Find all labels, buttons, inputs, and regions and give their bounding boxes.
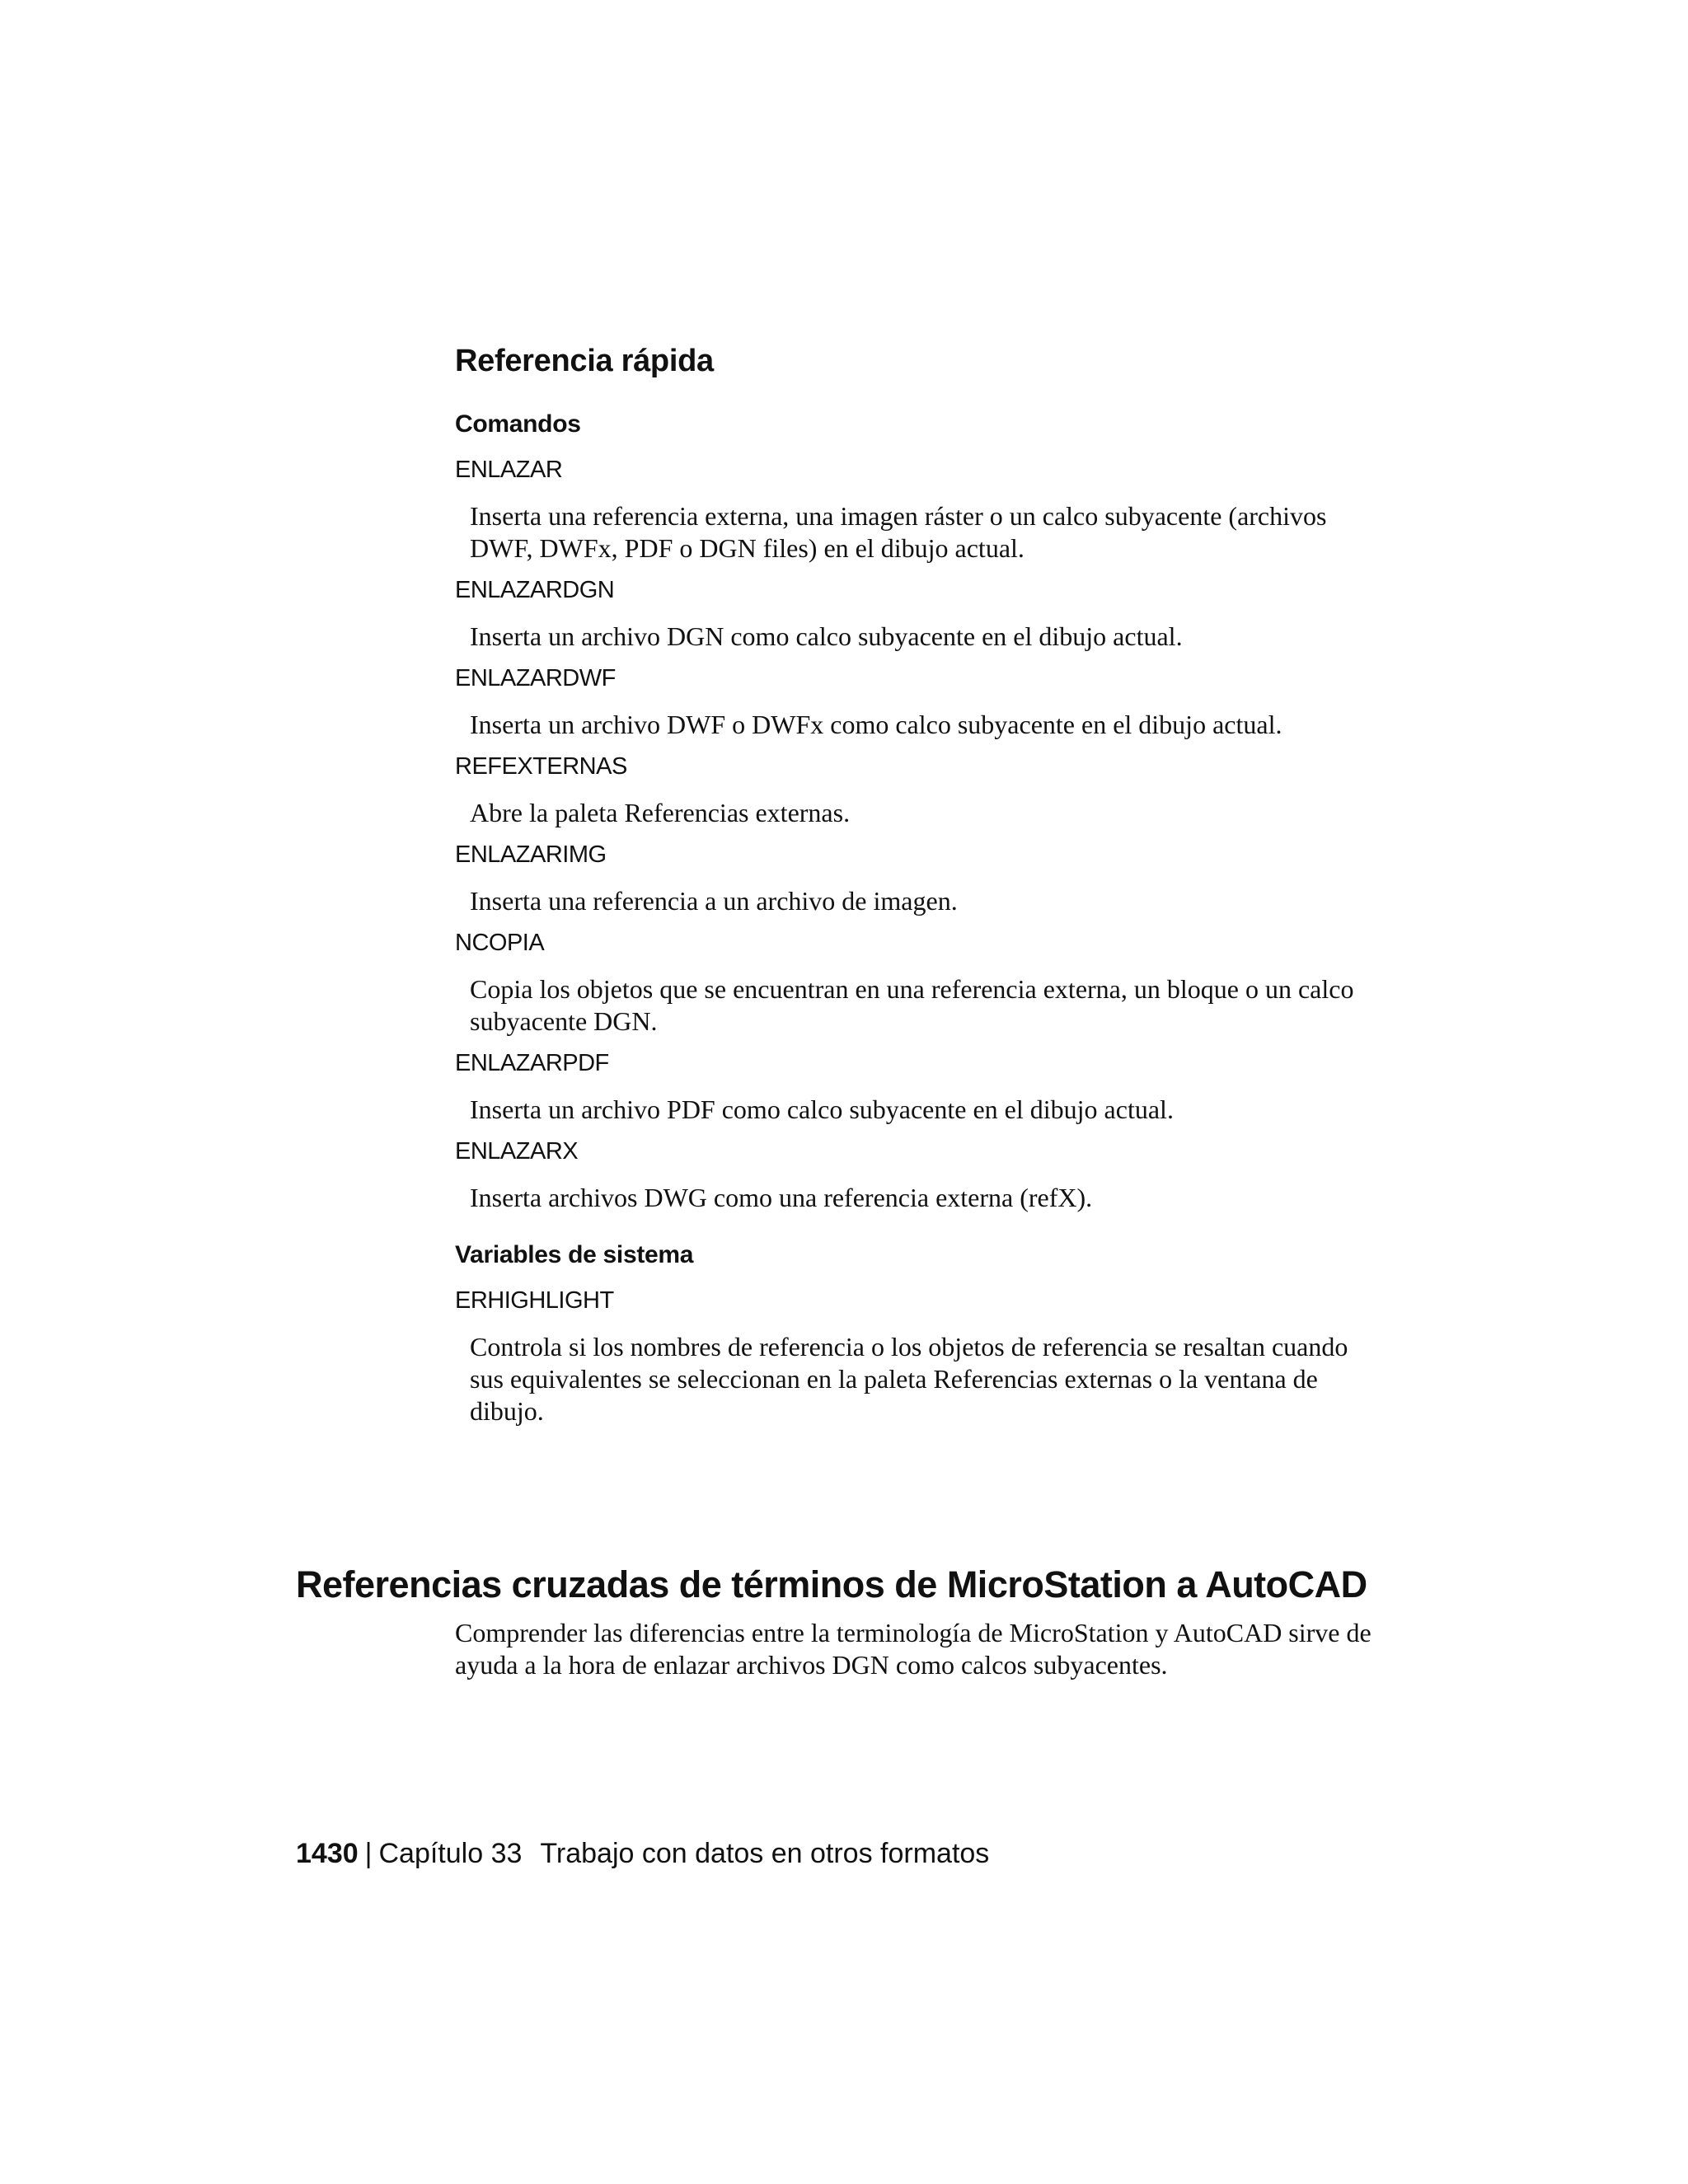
command-term: NCOPIA: [455, 930, 545, 956]
command-term: ENLAZARX: [455, 1138, 579, 1165]
command-description: Inserta un archivo PDF como calco subyacente en el dibujo actual.: [470, 1094, 1174, 1124]
page-footer: [296, 1835, 989, 1872]
crossref-heading: Referencias cruzadas de términos de MicroStation a AutoCAD: [296, 1563, 1367, 1605]
command-term: REFEXTERNAS: [455, 753, 627, 780]
commands-heading: Comandos: [455, 410, 581, 438]
command-description: Inserta archivos DWG como una referencia externa (refX).: [470, 1183, 1093, 1212]
page-number: 1430: [296, 1838, 359, 1869]
footer-separator: |: [364, 1838, 373, 1869]
chapter-title: Trabajo con datos en otros formatos: [540, 1838, 990, 1869]
quick-reference-section: [455, 340, 1386, 1437]
command-description: Inserta una referencia a un archivo de imagen.: [470, 886, 958, 916]
command-description: Inserta un archivo DWF o DWFx como calco subyacente en el dibujo actual.: [470, 710, 1282, 739]
command-term: ENLAZAR: [455, 457, 563, 483]
section-heading: Referencia rápida: [455, 344, 714, 378]
system-variables-list: [455, 1285, 1386, 1427]
command-description: Inserta un archivo DGN como calco subyacente en el dibujo actual.: [470, 621, 1183, 651]
system-variable-description: Controla si los nombres de referencia o los objetos de referencia se resaltan cuando sus equivalentes se seleccionan en la paleta Referencias externas o la ventana de dibujo.: [470, 1332, 1348, 1426]
chapter-label: Capítulo 33: [378, 1838, 523, 1869]
command-term: ENLAZARPDF: [455, 1050, 609, 1076]
crossref-intro: Comprender las diferencias entre la terminología de MicroStation y AutoCAD sirve de ayuda a la hora de enlazar archivos DGN como calcos subyacentes.: [455, 1618, 1372, 1680]
command-term: ENLAZARDGN: [455, 577, 615, 603]
command-description: Copia los objetos que se encuentran en una referencia externa, un bloque o un calco subyacente DGN.: [470, 974, 1354, 1036]
system-variables-heading: Variables de sistema: [455, 1241, 694, 1268]
command-description: Abre la paleta Referencias externas.: [470, 798, 851, 827]
command-term: ENLAZARDWF: [455, 665, 616, 691]
command-term: ENLAZARIMG: [455, 841, 607, 868]
command-description: Inserta una referencia externa, una imagen ráster o un calco subyacente (archivos DWF, DWFx, PDF o DGN files) en el dibujo actual.: [470, 501, 1327, 563]
commands-list: [455, 454, 1386, 1214]
system-variable-term: ERHIGHLIGHT: [455, 1287, 614, 1314]
